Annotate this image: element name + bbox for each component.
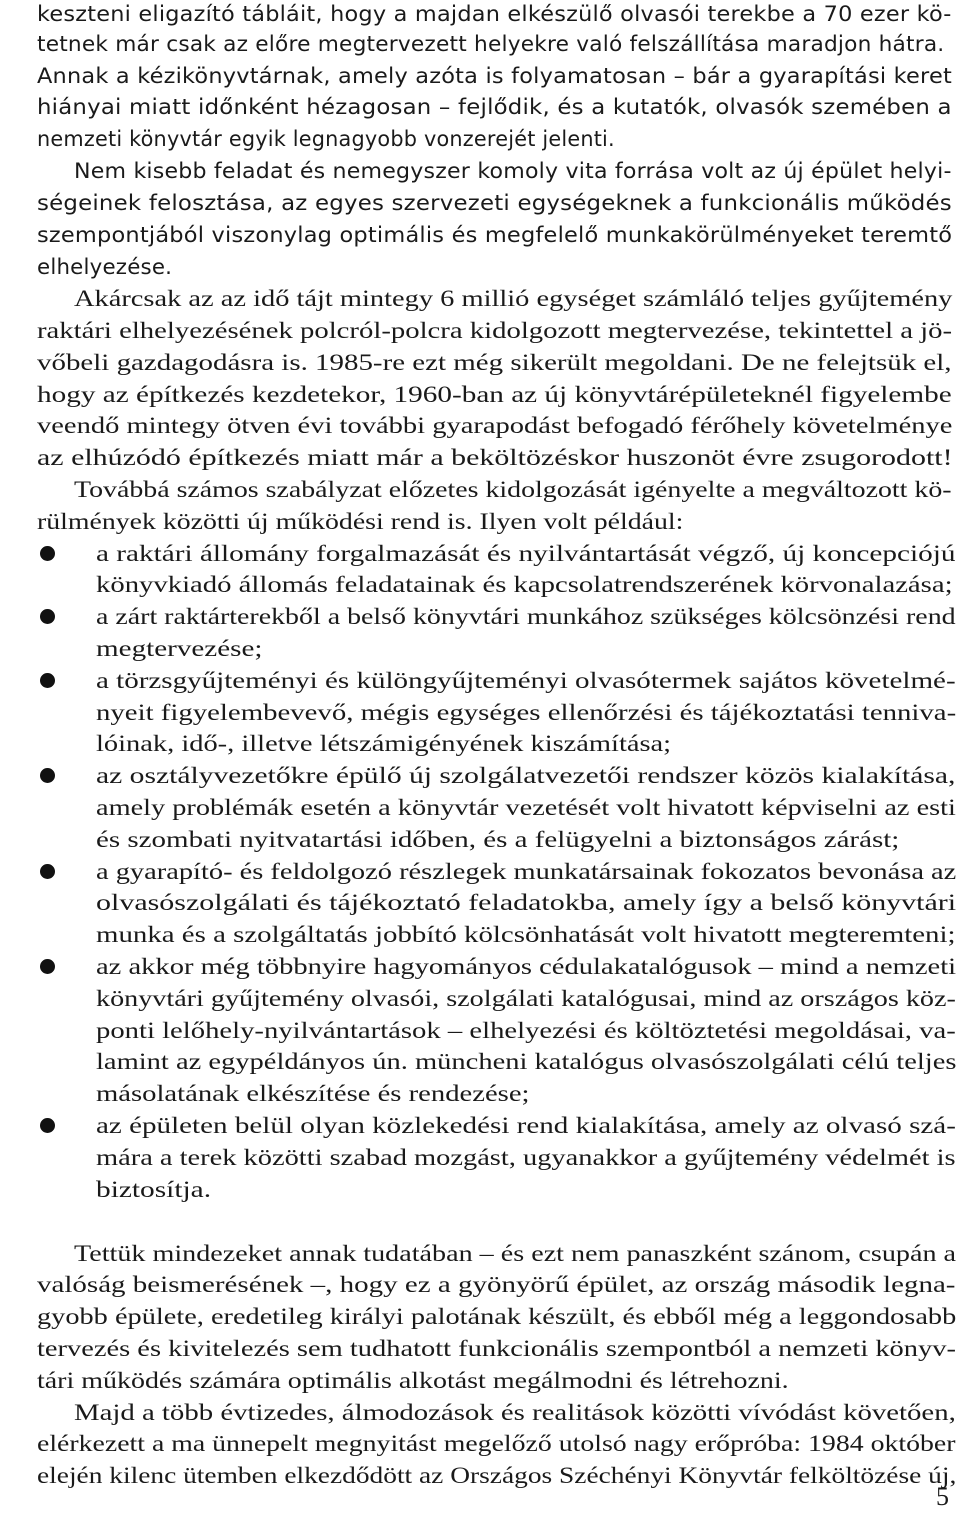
text-line: veendő mintegy ötven évi további gyarapodást befogadó férőhely követelménye (37, 413, 953, 439)
text-line: tári működés számára optimális alkotást megálmodni és létrehozni. (37, 1368, 789, 1394)
text-line: hiányai miatt időnként hézagosan – fejlődik, és a kutatók, olvasók szemében a (37, 95, 952, 120)
text-line: hogy az építkezés kezdetekor, 1960-ban az új könyvtárépületeknél figyelembe (37, 382, 952, 408)
text-line: biztosítja. (96, 1177, 212, 1203)
text-line: lamint az egypéldányos ún. müncheni katalógus olvasószolgálati célú teljes (96, 1049, 957, 1075)
text-line: vőbeli gazdagodásra is. 1985-re ezt még sikerült megoldani. De ne felejtsük el, (37, 350, 952, 376)
text-line: nemzeti könyvtár egyik legnagyobb vonzerejét jelenti. (37, 127, 615, 152)
text-line: az osztályvezetőkre épülő új szolgálatvezetői rendszer közös kialakítása, (96, 763, 956, 789)
text-line: az épületen belül olyan közlekedési rend kialakítása, amely az olvasó szá- (96, 1113, 956, 1139)
text-line: Tettük mindezeket annak tudatában – és ezt nem panaszként szánom, csupán a (74, 1241, 957, 1267)
bullet-icon (40, 959, 55, 974)
text-line: amely problémák esetén a könyvtár vezetését volt hivatott képviselni az esti (96, 795, 956, 821)
text-line: az elhúzódó építkezés miatt már a beköltözéskor huszonöt évre zsugorodott! (37, 445, 953, 471)
text-line: a törzsgyűjteményi és különgyűjteményi olvasótermek sajátos követelmé- (96, 668, 956, 694)
text-line: elhelyezése. (37, 255, 173, 280)
bullet-icon (40, 1118, 55, 1133)
text-line: elérkezett a ma ünnepelt megnyitást megelőző utolsó nagy erőpróba: 1984 október (37, 1431, 956, 1457)
text-line: és szombati nyitvatartási időben, és a felügyelni a biztonságos zárást; (96, 827, 900, 853)
text-line: olvasószolgálati és tájékoztató feladatokba, amely így a belső könyvtári (96, 890, 957, 916)
text-line: másolatának elkészítése és rendezése; (96, 1081, 530, 1107)
bullet-icon (40, 609, 55, 624)
text-line: rülmények közötti új működési rend is. Ilyen volt például: (37, 509, 684, 535)
text-line: mára a terek közötti szabad mozgást, ugyanakkor a gyűjtemény védelmét is (96, 1145, 956, 1171)
text-line: az akkor még többnyire hagyományos cédulakatalógusok – mind a nemzeti (96, 954, 957, 980)
text-line: gyobb épülete, eredetileg királyi palotának készült, és ebből még a leggondosabb (37, 1304, 957, 1330)
text-line: szempontjából viszonylag optimális és megfelelő munkakörülményeket teremtő (37, 223, 953, 248)
text-line: tervezés és kivitelezés sem tudhatott funkcionális szempontból a nemzeti könyv- (37, 1336, 956, 1362)
bullet-icon (40, 768, 55, 783)
text-line: raktári elhelyezésének polcról-polcra kidolgozott megtervezése, tekintettel a jö- (37, 318, 953, 344)
text-line: könyvtári gyűjtemény olvasói, szolgálati katalógusai, mind az országos köz- (96, 986, 956, 1012)
page-number: 5 (936, 1482, 949, 1511)
text-line: munka és a szolgáltatás jobbító kölcsönhatását volt hivatott megteremteni; (96, 922, 956, 948)
text-line: könyvkiadó állomás feladatainak és kapcsolatrendszerének körvonalazása; (96, 572, 953, 598)
text-line: Annak a kézikönyvtárnak, amely azóta is folyamatosan – bár a gyarapítási keret (37, 64, 952, 89)
text-line: elején kilenc ütemben elkezdődött az Országos Széchényi Könyvtár felköltözése új, (37, 1463, 957, 1489)
text-line: Továbbá számos szabályzat előzetes kidolgozását igényelte a megváltozott kö- (74, 477, 952, 503)
text-line: a raktári állomány forgalmazását és nyilvántartását végző, új koncepciójú (96, 541, 956, 567)
text-line: nyeit figyelembevevő, mégis egységes ellenőrzési és tájékoztatási tenniva- (96, 700, 957, 726)
text-line: megtervezése; (96, 636, 263, 662)
bullet-icon (40, 673, 55, 688)
text-line: a zárt raktárterekből a belső könyvtári munkához szükséges kölcsönzési rend (96, 604, 956, 630)
text-line: ponti lelőhely-nyilvántartások – elhelyezési és költöztetési megoldásai, va- (96, 1018, 956, 1044)
text-line: tetnek már csak az előre megtervezett helyekre való felszállítása maradjon hátra. (37, 32, 945, 57)
text-line: Nem kisebb feladat és nemegyszer komoly vita forrása volt az új épület helyi- (74, 159, 952, 184)
text-line: keszteni eligazító tábláit, hogy a majdan elkészülő olvasói terekbe a 70 ezer kö- (37, 2, 952, 27)
text-line: valóság beismerésének –, hogy ez a gyönyörű épület, az ország második legna- (37, 1272, 956, 1298)
text-line: Akárcsak az az idő tájt mintegy 6 millió egységet számláló teljes gyűjtemény (74, 286, 953, 312)
bullet-icon (40, 546, 55, 561)
bullet-icon (40, 864, 55, 879)
text-line: a gyarapító- és feldolgozó részlegek munkatársainak fokozatos bevonása az (96, 859, 957, 885)
text-line: lóinak, idő-, illetve létszámigényének kiszámítása; (96, 731, 672, 757)
text-line: Majd a több évtizedes, álmodozások és realitások közötti vívódást követően, (74, 1400, 956, 1426)
text-line: ségeinek felosztása, az egyes szervezeti egységeknek a funkcionális működés (37, 191, 952, 216)
